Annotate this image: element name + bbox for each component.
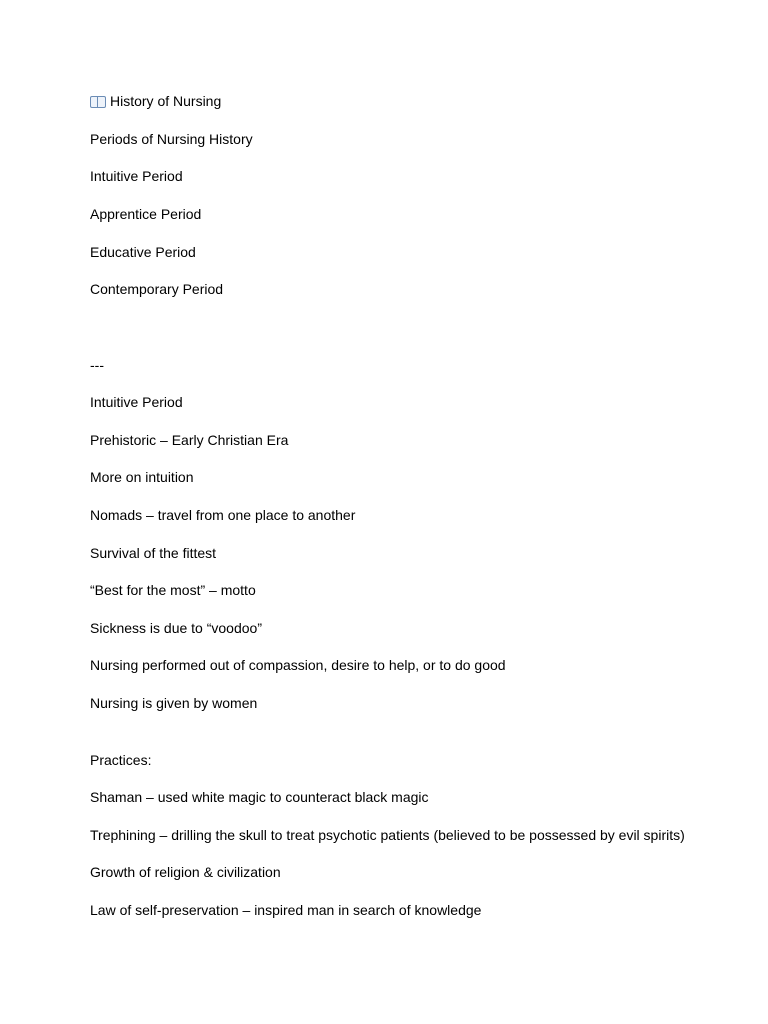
document-title: [90, 92, 221, 110]
document-title-text: History of Nursing: [110, 93, 222, 109]
section-heading-practices: Practices:: [90, 752, 152, 768]
section-heading-periods: Periods of Nursing History: [90, 131, 253, 147]
period-list-item: Educative Period: [90, 244, 196, 260]
text-line: Nursing is given by women: [90, 695, 258, 711]
text-line: Trephining – drilling the skull to treat psychotic patients (believed to be possessed by evil spirits): [90, 827, 685, 843]
period-list-item: Intuitive Period: [90, 168, 183, 184]
text-line: “Best for the most” – motto: [90, 582, 256, 598]
section-heading-intuitive: Intuitive Period: [90, 394, 183, 410]
open-book-icon: [90, 95, 106, 107]
text-line: Prehistoric – Early Christian Era: [90, 432, 289, 448]
text-line: Nursing performed out of compassion, desire to help, or to do good: [90, 657, 506, 673]
period-list-item: Apprentice Period: [90, 206, 202, 222]
period-list-item: Contemporary Period: [90, 281, 224, 297]
text-line: Shaman – used white magic to counteract black magic: [90, 789, 429, 805]
text-line: More on intuition: [90, 469, 194, 485]
text-line: Nomads – travel from one place to another: [90, 507, 356, 523]
text-line: Growth of religion & civilization: [90, 864, 281, 880]
section-divider: ---: [90, 357, 104, 373]
text-line: Sickness is due to “voodoo”: [90, 620, 262, 636]
text-line: Survival of the fittest: [90, 545, 217, 561]
text-line: Law of self-preservation – inspired man in search of knowledge: [90, 902, 482, 918]
